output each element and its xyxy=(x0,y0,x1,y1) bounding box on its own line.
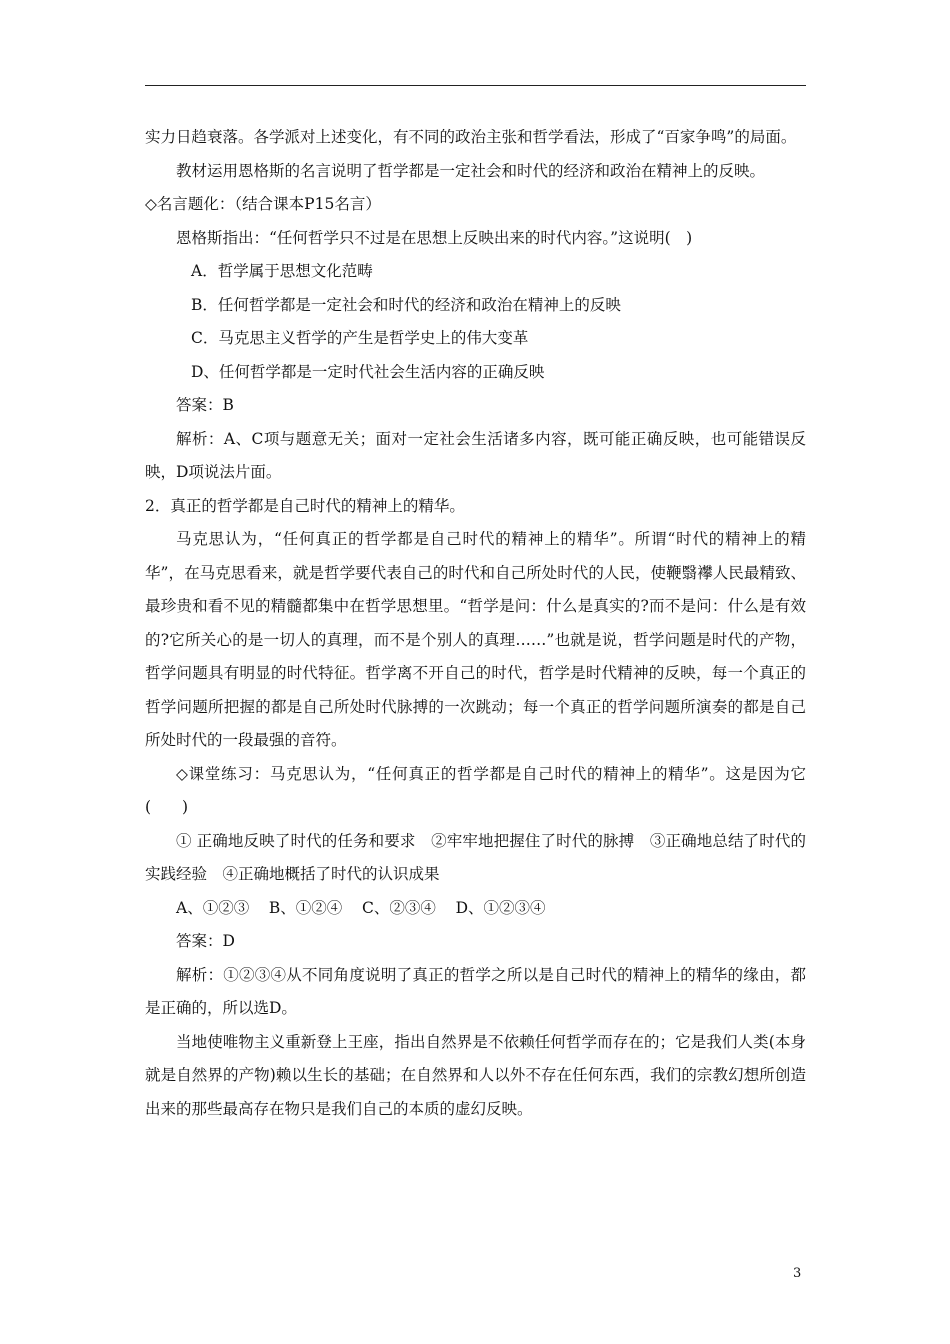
paragraph: A．哲学属于思想文化范畴 xyxy=(191,262,373,280)
paragraph: 马克思认为，“任何真正的哲学都是自己时代的精神上的精华”。所谓“时代的精神上的精华”，在马克思看来，就是哲学要代表自己的时代和自己所处时代的人民，使鞭翳襻人民最精致、最珍贵和看不见的精髓都集中在哲学思想里。“哲学是问：什么是真实的?而不是问：什么是有效的?它所关心的是一切人的真理，而不是个别人的真理……”也就是说，哲学问题是时代的产物，哲学问题具有明显的时代特征。哲学离不开自己的时代，哲学是时代精神的反映，每一个真正的哲学问题所把握的都是自己所处时代脉搏的一次跳动；每一个真正的哲学问题所演奏的都是自己所处时代的一段最强的音符。 xyxy=(145,530,806,749)
paragraph: 当地使唯物主义重新登上王座，指出自然界是不依赖任何哲学而存在的；它是我们人类(本身就是自然界的产物)赖以生长的基础；在自然界和人以外不存在任何东西，我们的宗教幻想所创造出来的那些最高存在物只是我们自己的本质的虚幻反映。 xyxy=(145,1032,806,1118)
page-number: 3 xyxy=(793,1266,802,1281)
paragraph: ◇课堂练习：马克思认为，“任何真正的哲学都是自己时代的精神上的精华”。这是因为它( ) xyxy=(145,764,806,816)
paragraph: 答案：D xyxy=(176,932,235,950)
paragraph: B．任何哲学都是一定社会和时代的经济和政治在精神上的反映 xyxy=(191,295,621,314)
paragraph: 实力日趋衰落。各学派对上述变化，有不同的政治主张和哲学看法，形成了“百家争鸣”的局面。 xyxy=(145,128,797,146)
paragraph: 恩格斯指出：“任何哲学只不过是在思想上反映出来的时代内容。”这说明( ) xyxy=(176,228,693,247)
paragraph: ◇名言题化：（结合课本P15名言） xyxy=(145,195,381,213)
paragraph: A、①②③ B、①②④ C、②③④ D、①②③④ xyxy=(176,898,546,917)
header-rule xyxy=(145,85,806,86)
paragraph: 2．真正的哲学都是自己时代的精神上的精华。 xyxy=(145,496,465,515)
paragraph: D、任何哲学都是一定时代社会生活内容的正确反映 xyxy=(191,362,545,381)
paragraph: ① 正确地反映了时代的任务和要求 ②牢牢地把握住了时代的脉搏 ③正确地总结了时代的实践经验 ④正确地概括了时代的认识成果 xyxy=(145,831,806,883)
paragraph: 答案：B xyxy=(176,396,234,414)
paragraph: 解析：①②③④从不同角度说明了真正的哲学之所以是自己时代的精神上的精华的缘由，都是正确的，所以选D。 xyxy=(145,965,806,1017)
paragraph: C．马克思主义哲学的产生是哲学史上的伟大变革 xyxy=(191,329,529,347)
paragraph: 教材运用恩格斯的名言说明了哲学都是一定社会和时代的经济和政治在精神上的反映。 xyxy=(176,161,766,180)
document-body xyxy=(145,121,806,1126)
paragraph: 解析：A、C项与题意无关；面对一定社会生活诸多内容，既可能正确反映，也可能错误反映，D项说法片面。 xyxy=(145,429,806,481)
